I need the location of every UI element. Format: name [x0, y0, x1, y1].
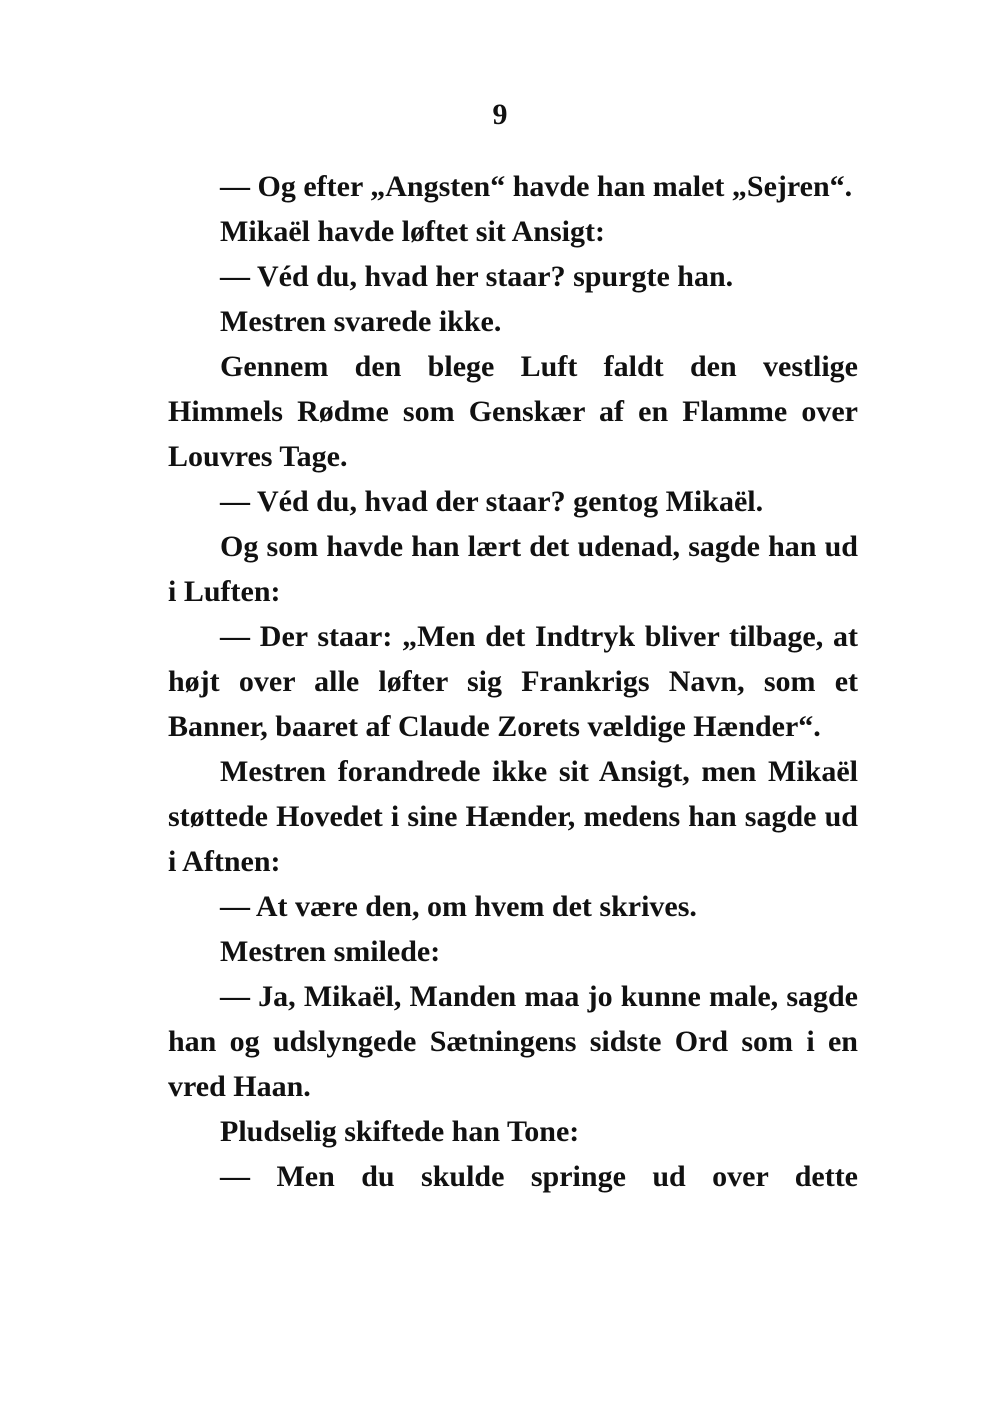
paragraph-8: — Der staar: „Men det Indtryk bliver tilbage, at højt over alle løfter sig Frankrigs Navn, som et Banner, baaret af Claude Zorets vældige Hænder“. — [168, 620, 858, 743]
paragraph-3: — Véd du, hvad her staar? spurgte han. — [220, 260, 734, 293]
paragraph-11: Mestren smilede: — [220, 935, 441, 968]
paragraph-4: Mestren svarede ikke. — [220, 305, 502, 338]
paragraph-14: — Men du skulde springe ud over dette — [220, 1160, 858, 1193]
paragraph-10: — At være den, om hvem det skrives. — [220, 890, 697, 923]
paragraph-5: Gennem den blege Luft faldt den vestlige Himmels Rødme som Genskær af en Flamme over Louvres Tage. — [168, 350, 858, 473]
paragraph-13: Pludselig skiftede han Tone: — [220, 1115, 580, 1148]
page-text — [168, 164, 858, 1199]
paragraph-7: Og som havde han lært det udenad, sagde han ud i Luften: — [168, 530, 858, 608]
paragraph-2: Mikaël havde løftet sit Ansigt: — [220, 215, 605, 248]
paragraph-1: — Og efter „Angsten“ havde han malet „Sejren“. — [220, 170, 853, 203]
paragraph-12: — Ja, Mikaël, Manden maa jo kunne male, sagde han og udslyngede Sætningens sidste Ord som i en vred Haan. — [168, 980, 858, 1103]
paragraph-9: Mestren forandrede ikke sit Ansigt, men Mikaël støttede Hovedet i sine Hænder, medens han sagde ud i Aftnen: — [168, 755, 858, 878]
page-number: 9 — [492, 98, 508, 131]
paragraph-6: — Véd du, hvad der staar? gentog Mikaël. — [220, 485, 764, 518]
